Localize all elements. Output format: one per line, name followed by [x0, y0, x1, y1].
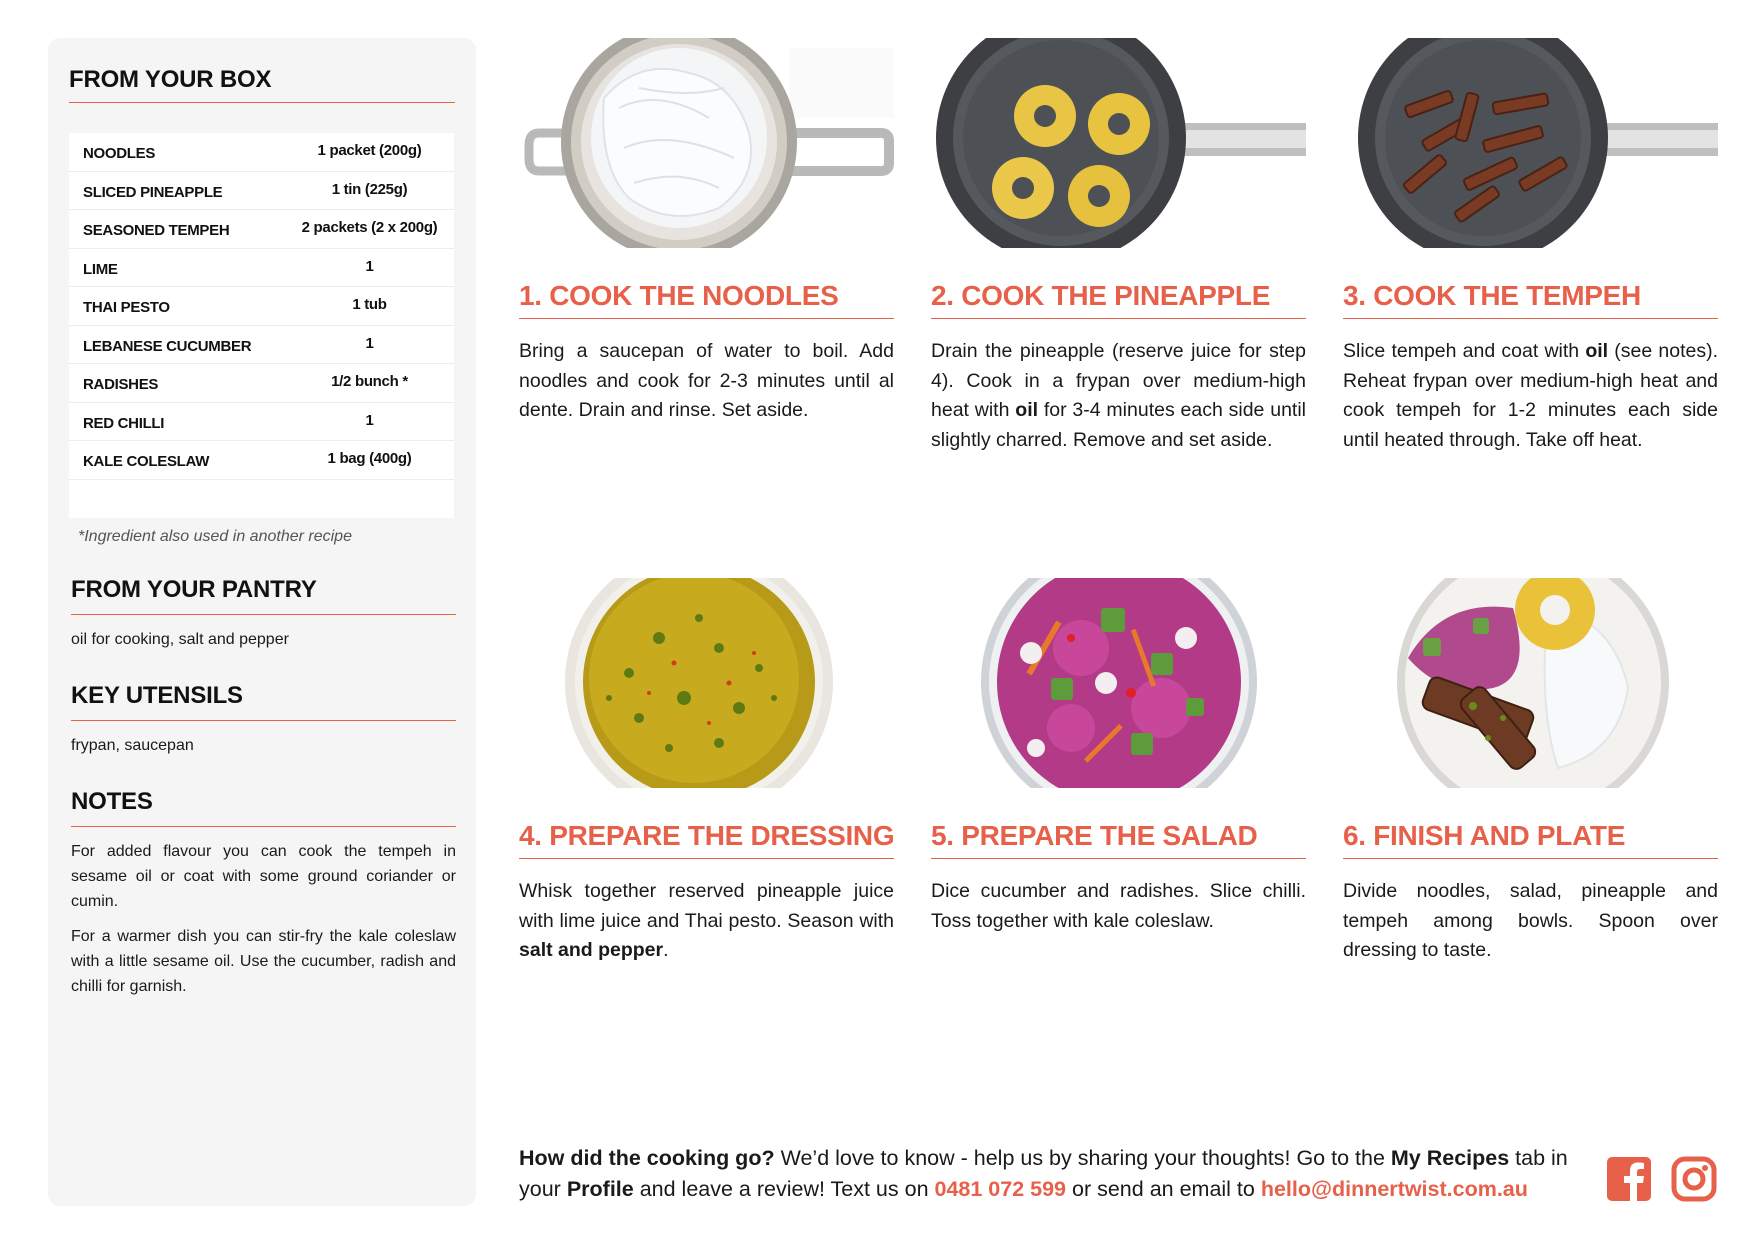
step-5 [931, 578, 1306, 936]
step-1-title: 1. COOK THE NOODLES [519, 280, 894, 319]
ingredient-qty: 1 tub [352, 296, 387, 314]
ingredient-name: KALE COLESLAW [83, 453, 210, 471]
ingredient-name: NOODLES [83, 145, 156, 163]
ingredient-qty [285, 498, 454, 500]
ingredient-row [69, 403, 454, 442]
pantry-section [69, 576, 456, 652]
facebook-link[interactable] [1606, 1156, 1652, 1202]
step-2-text: Drain the pineapple (reserve juice for step 4). Cook in a frypan over medium-high heat with oil for 3-4 minutes each side until slightly charred. Remove and set aside. [931, 340, 1306, 451]
ingredient-footnote: *Ingredient also used in another recipe [78, 528, 352, 545]
ingredient-name: THAI PESTO [83, 299, 170, 317]
ingredient-name: LEBANESE CUCUMBER [83, 337, 252, 355]
step-5-text: Dice cucumber and radishes. Slice chilli. Toss together with kale coleslaw. [931, 880, 1306, 932]
pantry-title: FROM YOUR PANTRY [71, 576, 456, 615]
ingredient-row [69, 172, 454, 211]
ingredient-row [69, 133, 454, 172]
ingredient-row [69, 249, 454, 288]
box-title: FROM YOUR BOX [69, 66, 455, 103]
profile-label: Profile [566, 1177, 634, 1201]
ingredient-qty: 1 [365, 411, 374, 429]
notes-section [69, 788, 456, 999]
pineapple-ring [992, 157, 1054, 219]
ingredient-row [69, 210, 454, 249]
pantry-text: oil for cooking, salt and pepper [71, 631, 289, 648]
ingredient-qty: 1/2 bunch * [331, 373, 408, 391]
pineapple-frypan-image [931, 38, 1306, 248]
pineapple-ring [1014, 85, 1076, 147]
ingredient-qty: 1 [365, 257, 374, 275]
step-4-photo [519, 578, 894, 788]
step-3-photo [1343, 38, 1718, 248]
ingredient-row [69, 287, 454, 326]
utensils-section [69, 682, 456, 758]
tempeh-frypan-image [1343, 38, 1718, 248]
ingredient-name: SEASONED TEMPEH [83, 222, 230, 240]
step-1-text: Bring a saucepan of water to boil. Add noodles and cook for 2-3 minutes until al dente. Drain and rinse. Set aside. [519, 340, 894, 421]
step-2-photo [931, 38, 1306, 248]
step-6 [1343, 578, 1718, 966]
ingredient-name: RADISHES [83, 376, 159, 394]
step-1 [519, 38, 894, 426]
footer-question: How did the cooking go? [519, 1146, 775, 1170]
note-paragraph: For a warmer dish you can stir-fry the kale coleslaw with a little sesame oil. Use the cucumber, radish and chilli for garnish. [71, 928, 456, 995]
utensils-text: frypan, saucepan [71, 737, 194, 754]
step-5-title: 5. PREPARE THE SALAD [931, 820, 1306, 859]
ingredients-table [69, 133, 454, 518]
step-3 [1343, 38, 1718, 455]
step-6-title: 6. FINISH AND PLATE [1343, 820, 1718, 859]
utensils-title: KEY UTENSILS [71, 682, 456, 721]
ingredient-qty: 2 packets (2 x 200g) [301, 219, 438, 237]
instagram-link[interactable] [1671, 1156, 1717, 1202]
ingredient-row [69, 364, 454, 403]
step-4 [519, 578, 894, 966]
plated-dish-image [1343, 578, 1718, 788]
step-6-photo [1343, 578, 1718, 788]
ingredient-name: SLICED PINEAPPLE [83, 183, 223, 201]
phone-link[interactable]: 0481 072 599 [934, 1177, 1067, 1201]
instagram-icon [1671, 1156, 1717, 1202]
step-4-text: Whisk together reserved pineapple juice with lime juice and Thai pesto. Season with salt and pepper. [519, 880, 894, 961]
salad-bowl-image [931, 578, 1306, 788]
noodles-colander-image [519, 38, 894, 248]
step-2 [931, 38, 1306, 455]
notes-title: NOTES [71, 788, 456, 827]
step-1-photo [519, 38, 894, 248]
ingredient-row [69, 441, 454, 480]
step-2-title: 2. COOK THE PINEAPPLE [931, 280, 1306, 319]
ingredients-sidebar [48, 38, 476, 1206]
dressing-bowl-image [519, 578, 894, 788]
step-4-title: 4. PREPARE THE DRESSING [519, 820, 894, 859]
ingredient-row-empty [69, 480, 454, 519]
email-link[interactable]: hello@dinnertwist.com.au [1260, 1177, 1528, 1201]
pineapple-ring [1088, 93, 1150, 155]
step-6-text: Divide noodles, salad, pineapple and tempeh among bowls. Spoon over dressing to taste. [1343, 880, 1718, 961]
note-paragraph: For added flavour you can cook the tempeh in sesame oil or coat with some ground coriander or cumin. [71, 843, 456, 910]
my-recipes-label: My Recipes [1390, 1146, 1510, 1170]
ingredient-qty: 1 packet (200g) [317, 142, 422, 160]
ingredient-row [69, 326, 454, 365]
step-3-text: Slice tempeh and coat with oil (see notes). Reheat frypan over medium-high heat and cook tempeh for 1-2 minutes each side until heated through. Take off heat. [1343, 340, 1719, 451]
ingredient-qty: 1 bag (400g) [327, 450, 412, 468]
pineapple-ring [1068, 165, 1130, 227]
ingredient-name: LIME [83, 260, 118, 278]
step-5-photo [931, 578, 1306, 788]
ingredient-name: RED CHILLI [83, 414, 165, 432]
ingredient-name [69, 497, 285, 501]
ingredient-qty: 1 [365, 334, 374, 352]
facebook-icon [1606, 1156, 1652, 1202]
review-footer: How did the cooking go? We’d love to know - help us by sharing your thoughts! Go to the My Recipes tab in your Profile and leave a review! Text us on 0481 072 599 or send an email to hello@dinnertwist.com.au [519, 1146, 1568, 1201]
ingredient-qty: 1 tin (225g) [331, 180, 408, 198]
step-3-title: 3. COOK THE TEMPEH [1343, 280, 1718, 319]
